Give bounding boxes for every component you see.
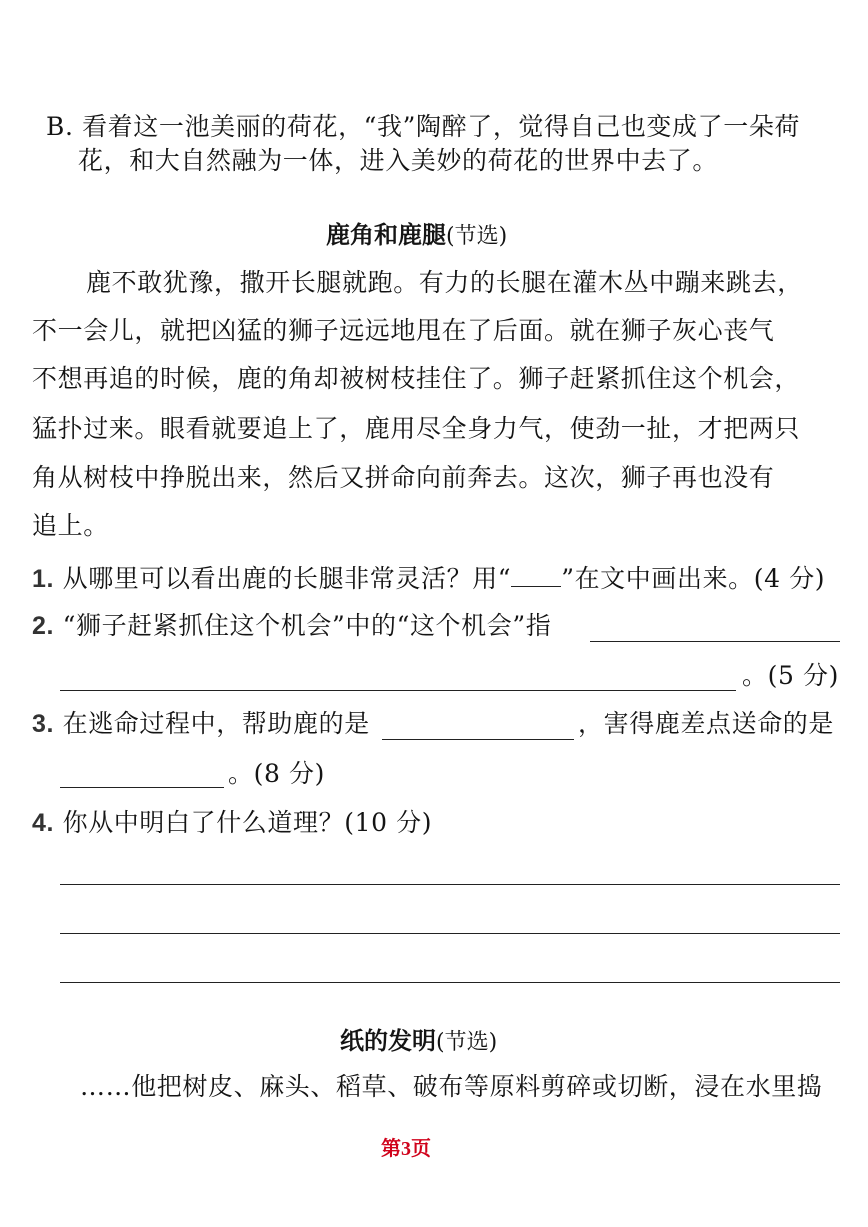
question-4-answer-line-3[interactable] [60, 982, 840, 983]
passage-2-title-text: 纸的发明 [340, 1027, 436, 1055]
question-2 [32, 611, 551, 641]
option-b-line-1: B. 看着这一池美丽的荷花，“我”陶醉了，觉得自己也变成了一朵荷 [46, 112, 801, 141]
question-2-number: 2. [32, 612, 55, 640]
question-1-blank[interactable] [511, 562, 561, 587]
question-3-number: 3. [32, 710, 55, 738]
passage-line-4: 猛扑过来。眼看就要追上了，鹿用尽全身力气，使劲一扯，才把两只 [32, 414, 801, 443]
passage-line-3: 不想再追的时候，鹿的角却被树枝挂住了。狮子赶紧抓住这个机会， [32, 364, 801, 393]
question-4-answer-line-1[interactable] [60, 884, 840, 885]
passage-line-1: 鹿不敢犹豫，撒开长腿就跑。有力的长腿在灌木丛中蹦来跳去， [86, 268, 803, 297]
question-4-text: 你从中明白了什么道理？(10 分) [62, 808, 433, 837]
passage-line-2: 不一会儿，就把凶猛的狮子远远地甩在了后面。就在狮子灰心丧气 [32, 316, 775, 345]
question-3-blank-1[interactable] [382, 739, 574, 740]
option-b-line-2: 花，和大自然融为一体，进入美妙的荷花的世界中去了。 [78, 146, 719, 175]
page-number: 第3页 [381, 1138, 431, 1160]
question-3-text-a: 在逃命过程中，帮助鹿的是 [62, 709, 370, 738]
question-2-score: 。(5 分) [742, 661, 839, 690]
question-3 [32, 709, 370, 739]
question-3-blank-2[interactable] [60, 787, 224, 788]
passage-title-note: (节选) [446, 224, 508, 249]
passage-title [326, 220, 507, 252]
passage-2-line-1: ……他把树皮、麻头、稻草、破布等原料剪碎或切断，浸在水里捣 [80, 1072, 823, 1101]
question-2-answer-line-2[interactable] [60, 690, 736, 691]
question-3-score: 。(8 分) [228, 759, 325, 788]
question-1-number: 1. [32, 565, 55, 593]
passage-2-title-note: (节选) [436, 1030, 498, 1055]
question-1-score: ”在文中画出来。(4 分) [561, 564, 826, 593]
question-4-number: 4. [32, 809, 55, 837]
question-3-text-b: ，害得鹿差点送命的是 [578, 709, 835, 738]
question-4 [32, 808, 432, 838]
question-2-answer-line-1[interactable] [590, 641, 840, 642]
passage-2-title [340, 1026, 497, 1058]
question-2-text: “狮子赶紧抓住这个机会”中的“这个机会”指 [62, 611, 552, 640]
question-1 [32, 562, 825, 594]
question-1-text: 从哪里可以看出鹿的长腿非常灵活？用“ [62, 564, 512, 593]
passage-line-5: 角从树枝中挣脱出来，然后又拼命向前奔去。这次，狮子再也没有 [32, 463, 775, 492]
passage-line-6: 追上。 [32, 511, 109, 540]
passage-title-text: 鹿角和鹿腿 [326, 221, 446, 249]
question-4-answer-line-2[interactable] [60, 933, 840, 934]
